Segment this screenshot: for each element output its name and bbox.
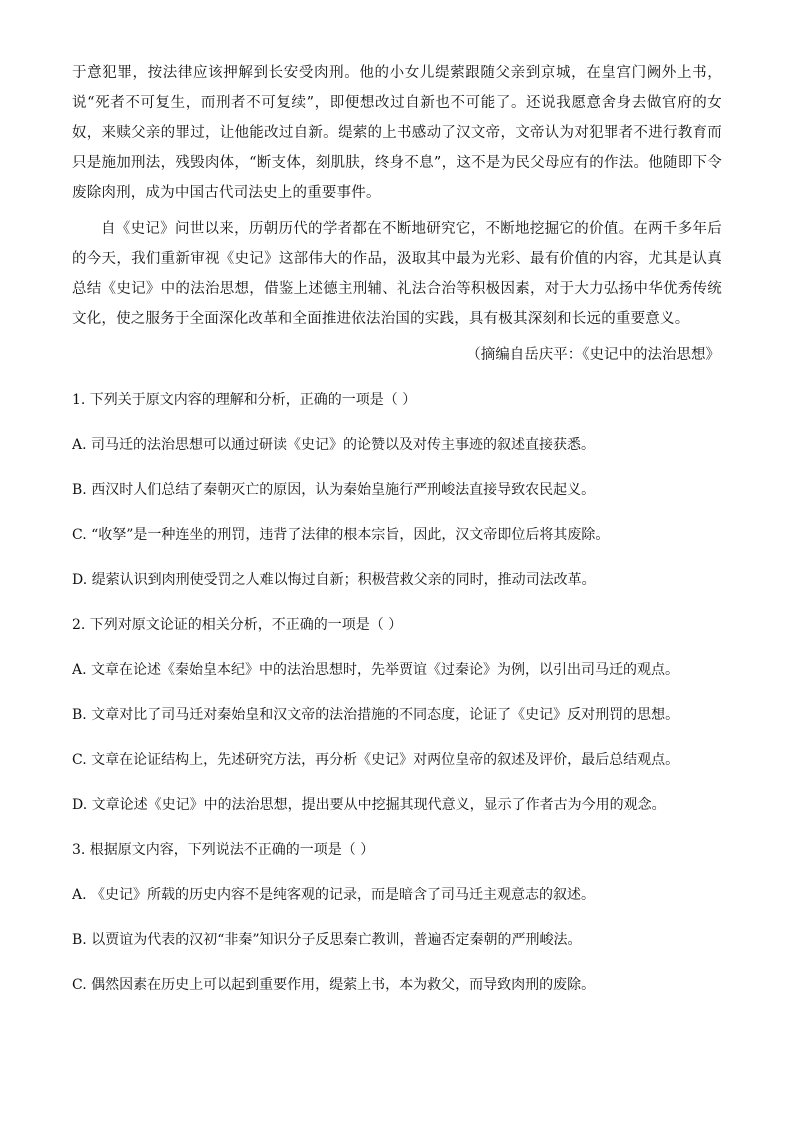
document-page: [72, 58, 722, 1008]
question-1-option-b: B. 西汉时人们总结了秦朝灭亡的原因，认为秦始皇施行严刑峻法直接导致农民起义。: [72, 482, 596, 498]
passage-source: （摘编自岳庆平：《史记中的法治思想》: [466, 347, 720, 363]
question-2-option-c: C. 文章在论证结构上，先述研究方法，再分析《史记》对两位皇帝的叙述及评价，最后总结观点。: [72, 752, 680, 768]
question-1-option-d: D. 缇萦认识到肉刑使受罚之人难以悔过自新；积极营救父亲的同时，推动司法改革。: [72, 572, 596, 588]
question-3-option-c: C. 偶然因素在历史上可以起到重要作用，缇萦上书，本为救父，而导致肉刑的废除。: [72, 977, 596, 993]
question-2-stem: 2. 下列对原文论证的相关分析，不正确的一项是（ ）: [72, 617, 403, 633]
question-3-option-b: B. 以贾谊为代表的汉初“非秦”知识分子反思秦亡教训，普遍否定秦朝的严刑峻法。: [72, 932, 582, 948]
question-2-option-d: D. 文章论述《史记》中的法治思想，提出要从中挖掘其现代意义，显示了作者古为今用的观念。: [72, 797, 666, 813]
question-3-stem: 3. 根据原文内容，下列说法不正确的一项是（ ）: [72, 842, 375, 858]
question-list: [72, 378, 722, 1008]
question-1-option-c: C. “收孥”是一种连坐的刑罚，违背了法律的根本宗旨，因此，汉文帝即位后将其废除。: [72, 527, 610, 543]
question-2-option-a: A. 文章在论述《秦始皇本纪》中的法治思想时，先举贾谊《过秦论》为例，以引出司马迁的观点。: [72, 662, 680, 678]
question-2-option-b: B. 文章对比了司马迁对秦始皇和汉文帝的法治措施的不同态度，论证了《史记》反对刑罚的思想。: [72, 707, 680, 723]
question-1-option-a: A. 司马迁的法治思想可以通过研读《史记》的论赞以及对传主事迹的叙述直接获悉。: [72, 437, 596, 453]
passage-paragraph-1: 于意犯罪，按法律应该押解到长安受肉刑。他的小女儿缇萦跟随父亲到京城，在皇宫门阙外上书，说“死者不可复生，而刑者不可复续”，即便想改过自新也不可能了。还说我愿意舍身去做官府的女奴，来赎父亲的罪过，让他能改过自新。缇萦的上书感动了汉文帝，文帝认为对犯罪者不进行教育而只是施加刑法，残毁肉体，“断支体，刻肌肤，终身不息”，这不是为民父母应有的作法。他随即下令废除肉刑，成为中国古代司法史上的重要事件。: [72, 65, 722, 201]
question-3-option-a: A. 《史记》所载的历史内容不是纯客观的记录，而是暗含了司马迁主观意志的叙述。: [72, 887, 596, 903]
question-1-stem: 1. 下列关于原文内容的理解和分析，正确的一项是（ ）: [72, 392, 417, 408]
passage-paragraph-2: 自《史记》问世以来，历朝历代的学者都在不断地研究它，不断地挖掘它的价值。在两千多年后的今天，我们重新审视《史记》这部伟大的作品，汲取其中最为光彩、最有价值的内容，尤其是认真总结《史记》中的法治思想，借鉴上述德主刑辅、礼法合治等积极因素，对于大力弘扬中华优秀传统文化，使之服务于全面深化改革和全面推进依法治国的实践，具有极其深刻和长远的重要意义。: [72, 221, 722, 327]
